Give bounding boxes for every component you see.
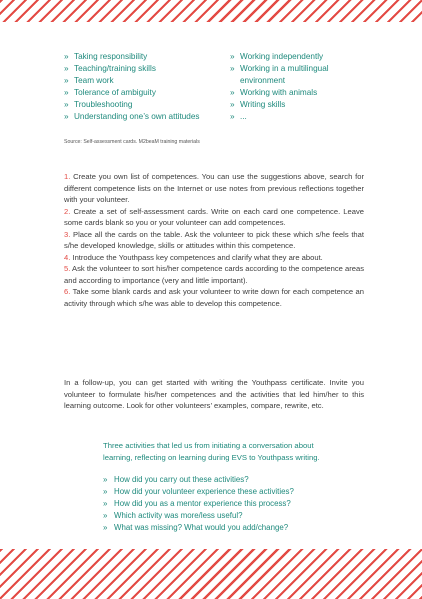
list-item: » Working in a multilingual (230, 63, 370, 75)
step-number: 5. (64, 264, 71, 273)
bullet-icon: » (230, 64, 235, 74)
reflection-questions (103, 474, 294, 534)
step-paragraph: 6. Take some blank cards and ask your volunteer to write down for each competence an activity through which s/he was able to develop this competence. (64, 287, 364, 308)
list-item: » What was missing? What would you add/change? (103, 522, 289, 532)
list-item: » Working with animals (230, 87, 370, 99)
list-item: » Which activity was more/less useful? (103, 510, 243, 520)
source-caption: Source: Self-assessment cards. M2beaM training materials (64, 139, 200, 145)
bullet-icon: » (103, 522, 108, 532)
list-item: » How did you carry out these activities? (103, 475, 249, 484)
top-stripe-band (0, 0, 422, 22)
list-item: » Taking responsibility (64, 51, 229, 63)
step-number: 3. (64, 229, 71, 239)
bullet-icon: » (103, 510, 108, 520)
step-number: 6. (64, 287, 71, 296)
bottom-stripe-band (0, 549, 422, 599)
step-number: 1. (64, 172, 71, 181)
step-paragraph: 5. Ask the volunteer to sort his/her competence cards according to the competence areas and according to importance (very and little important). (64, 264, 364, 285)
bullet-icon: » (230, 112, 235, 122)
list-item: » Team work (64, 75, 229, 87)
list-item: » ... (230, 111, 370, 123)
bullet-icon: » (64, 76, 69, 86)
activities-intro: Three activities that led us from initiating a conversation about learning, reflecting on learning during EVS to Youthpass writing. (103, 441, 320, 462)
step-number: 4. (64, 252, 71, 262)
followup-paragraph: In a follow-up, you can get started with writing the Youthpass certificate. Invite you volunteer to formulate his/her competences and the activities that led him/her to this learning outcome. Look for other volunteers’ examples, compare, rewrite, etc. (64, 378, 364, 411)
list-item: » Teaching/training skills (64, 63, 229, 75)
step-number: 2. (64, 206, 71, 216)
competence-list-right (230, 51, 370, 124)
list-item-continuation: environment (240, 76, 286, 86)
step-paragraph: 4. Introduce the Youthpass key competences and clarify what they are about. (64, 252, 323, 262)
list-item: » Working independently (230, 51, 370, 63)
list-item: » How did your volunteer experience these activities? (103, 486, 294, 496)
steps-list (64, 171, 364, 309)
list-item: » How did you as a mentor experience this process? (103, 498, 291, 508)
step-paragraph: 3. Place all the cards on the table. Ask the volunteer to pick these which s/he feels that s/he developed knowledge, skills or attitudes within this competence. (64, 229, 364, 250)
bullet-icon: » (103, 475, 108, 484)
list-item: » Writing skills (230, 99, 370, 111)
bullet-icon: » (230, 100, 235, 110)
bullet-icon: » (230, 88, 235, 98)
bullet-icon: » (103, 486, 108, 496)
list-item: » Understanding one’s own attitudes (64, 111, 229, 123)
bullet-icon: » (103, 498, 108, 508)
step-paragraph: 2. Create a set of self-assessment cards. Write on each card one competence. Leave some cards blank so you or your volunteer can add competences. (64, 206, 364, 227)
list-item: » Troubleshooting (64, 99, 229, 111)
bullet-icon: » (230, 52, 235, 61)
competence-list-left (64, 51, 229, 124)
list-item: » Tolerance of ambiguity (64, 87, 229, 99)
bullet-icon: » (64, 52, 69, 61)
bullet-icon: » (64, 88, 69, 98)
bullet-icon: » (64, 64, 69, 74)
bullet-icon: » (64, 100, 69, 110)
bullet-icon: » (64, 112, 69, 122)
step-paragraph: 1. Create you own list of competences. You can use the suggestions above, search for different competence lists on the Internet or use notes from previous reflections together with your volunteer. (64, 172, 364, 204)
